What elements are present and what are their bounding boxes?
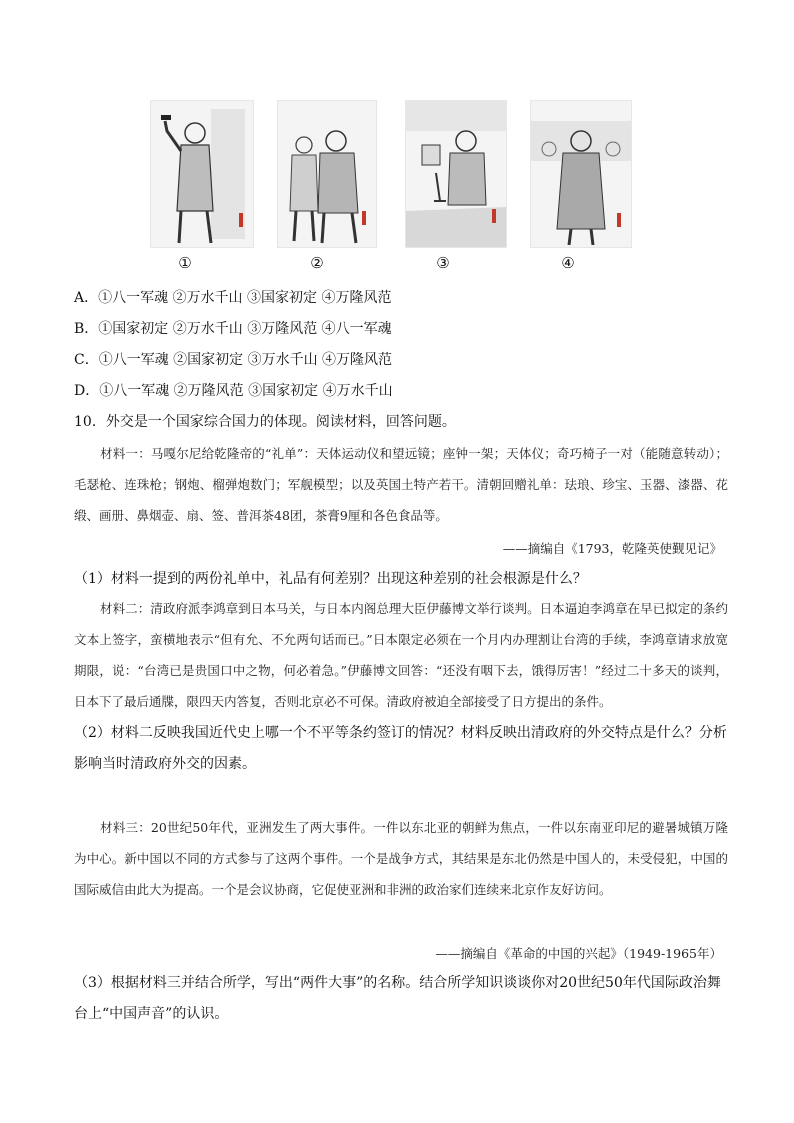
sketch-image-4: [530, 100, 632, 248]
sub-question-1: （1）材料一提到的两份礼单中，礼品有何差别？出现这种差别的社会根源是什么？: [74, 571, 587, 587]
material-1: [74, 438, 728, 531]
sketch-image-2: [277, 100, 377, 248]
sub-question-2: （2）材料二反映我国近代史上哪一个不平等条约签订的情况？材料反映出清政府的外交特点是什么？分析影响当时清政府外交的因素。: [74, 725, 727, 772]
material-3: [74, 812, 728, 905]
sketch-image-3: [405, 100, 507, 248]
image-label-1: ①: [178, 254, 192, 272]
question-10: 10．外交是一个国家综合国力的体现。阅读材料，回答问题。: [74, 414, 456, 430]
image-row: [0, 100, 794, 280]
image-label-2: ②: [310, 254, 324, 272]
soldiers-sketch-icon: [278, 101, 376, 247]
source-1: ——摘编自《1793，乾隆英使觐见记》: [502, 541, 722, 556]
material-3-text: 材料三：20世纪50年代，亚洲发生了两大事件。一件以东北亚的朝鲜为焦点，一件以东南亚印尼的避暑城镇万隆为中心。新中国以不同的方式参与了这两个事件。一个是战争方式，其结果是东北仍然是中国人的，未受侵犯，中国的国际威信由此大为提高。一个是会议协商，它促使亚洲和非洲的政治家们连续来北京作友好访问。: [74, 820, 728, 897]
material-2-text: 材料二：清政府派李鸿章到日本马关，与日本内阁总理大臣伊藤博文举行谈判。日本逼迫李鸿章在早已拟定的条约文本上签字，蛮横地表示“但有允、不允两句话而已。”日本限定必须在一个月内办理割让台湾的手续，李鸿章请求放宽期限，说：“台湾已是贵国口中之物，何必着急。”伊藤博文回答：“还没有咽下去，饿得厉害！”经过二十多天的谈判，日本下了最后通牒，限四天内答复，否则北京必不可保。清政府被迫全部接受了日方提出的条件。: [74, 601, 728, 709]
soldier-sketch-icon: [151, 101, 253, 247]
leader-sketch-icon: [531, 101, 631, 247]
material-1-text: 材料一：马嘎尔尼给乾隆帝的“礼单”：天体运动仪和望远镜；座钟一架；天体仪；奇巧椅子一对（能随意转动）；毛瑟枪、连珠枪；钢炮、榴弹炮数门；军舰模型；以及英国土特产若干。清朝回赠礼单：珐琅、珍宝、玉器、漆器、花缎、画册、鼻烟壶、扇、签、普洱茶48团，茶膏9厘和各色食品等。: [74, 446, 728, 523]
option-b: B．①国家初定 ②万水千山 ③万隆风范 ④八一军魂: [74, 321, 392, 337]
image-label-3: ③: [436, 254, 450, 272]
image-label-4: ④: [561, 254, 575, 272]
option-c: C．①八一军魂 ②国家初定 ③万水千山 ④万隆风范: [74, 352, 393, 368]
option-d: D．①八一军魂 ②万隆风范 ③国家初定 ④万水千山: [74, 383, 393, 399]
source-3: ——摘编自《革命的中国的兴起》（1949-1965年）: [435, 946, 722, 961]
material-2: [74, 593, 728, 717]
option-a: A．①八一军魂 ②万水千山 ③国家初定 ④万隆风范: [74, 290, 392, 306]
sketch-image-1: [150, 100, 254, 248]
sub-question-3: （3）根据材料三并结合所学，写出“两件大事”的名称。结合所学知识谈谈你对20世纪50年代国际政治舞台上“中国声音”的认识。: [74, 975, 721, 1022]
speaker-sketch-icon: [406, 101, 506, 247]
